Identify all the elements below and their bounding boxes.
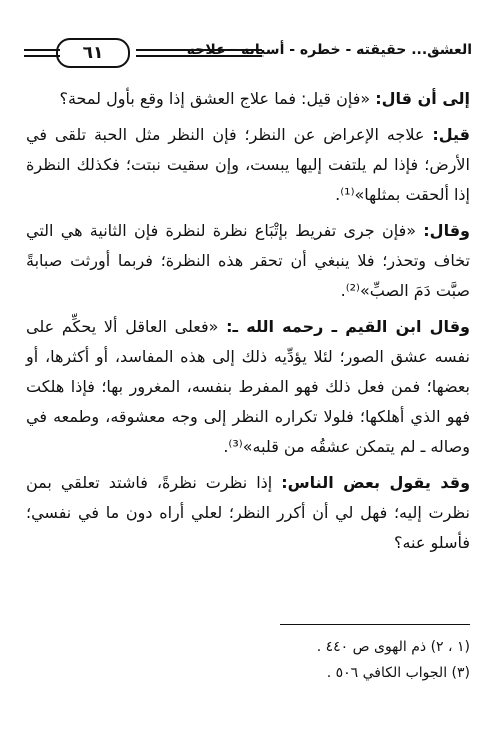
paragraph-lead: وقد يقول بعض الناس:: [281, 473, 471, 492]
header-rule-right: [136, 49, 262, 57]
paragraph-text: علاجه الإعراض عن النظر؛ فإن النظر مثل الحبة تلقى في الأرض؛ فإذا لم يلتفت إليها يبست، وإن سقيت نبتت؛ فكذلك النظرة إذا ألحقت بمثلها»⁽¹⁾.: [26, 125, 470, 204]
paragraph-lead: وقال ابن القيم ـ رحمه الله ـ:: [226, 317, 470, 336]
paragraph-text: «فإن قيل: فما علاج العشق إذا وقع بأول لمحة؟: [59, 89, 376, 108]
paragraph-text: «فإن جرى تفريط بإتْبَاع نظرة لنظرة فإن الثانية هي التي تخاف وتحذر؛ فلا ينبغي أن تحقر هذه النظرة؛ فربما أورثت صبابةً صبَّت دَمَ الصبِّ»⁽²⁾.: [26, 221, 470, 300]
chapter-title: العشق... حقيقته - خطره - أسبابه - علاجه: [186, 42, 472, 58]
paragraph-lead: وقال:: [423, 221, 470, 240]
paragraph-text: إذا نظرت نظرةً، فاشتد تعلقي بمن نظرت إليه؛ فهل لي أن أكرر النظر؛ لعلي أراه دون ما في نفسي؛ فأسلو عنه؟: [26, 473, 470, 552]
footnotes: [26, 634, 470, 686]
page-number: ٦١: [56, 38, 130, 68]
footnote-1: (١ ، ٢) ذم الهوى ص ٤٤٠ .: [316, 639, 470, 655]
paragraph-lead: قيل:: [432, 125, 470, 144]
header-rule-left: [24, 49, 60, 57]
paragraph-5: [26, 468, 470, 558]
footnote-2: (٣) الجواب الكافي ٥٠٦ .: [326, 665, 470, 681]
paragraph-2: [26, 120, 470, 210]
paragraph-text: «فعلى العاقل ألا يحكِّم على نفسه عشق الصور؛ لئلا يؤدِّيه ذلك إلى هذه المفاسد، أو أكثرها، أو بعضها؛ فمن فعل ذلك فهو المفرط بنفسه، المغرور بها؛ فإذا هلكت فهو الذي أهلكها؛ فلولا تكراره النظر إلى وجه معشوقه، وطمعه في وصاله ـ لم يتمكن عشقُه من قلبه»⁽³⁾.: [26, 317, 470, 456]
paragraph-lead: إلى أن قال:: [375, 89, 470, 108]
paragraph-1: [26, 84, 470, 114]
body-text: [26, 84, 470, 564]
running-header: [24, 38, 472, 72]
paragraph-3: [26, 216, 470, 306]
paragraph-4: [26, 312, 470, 462]
footnote-divider: [280, 624, 470, 625]
